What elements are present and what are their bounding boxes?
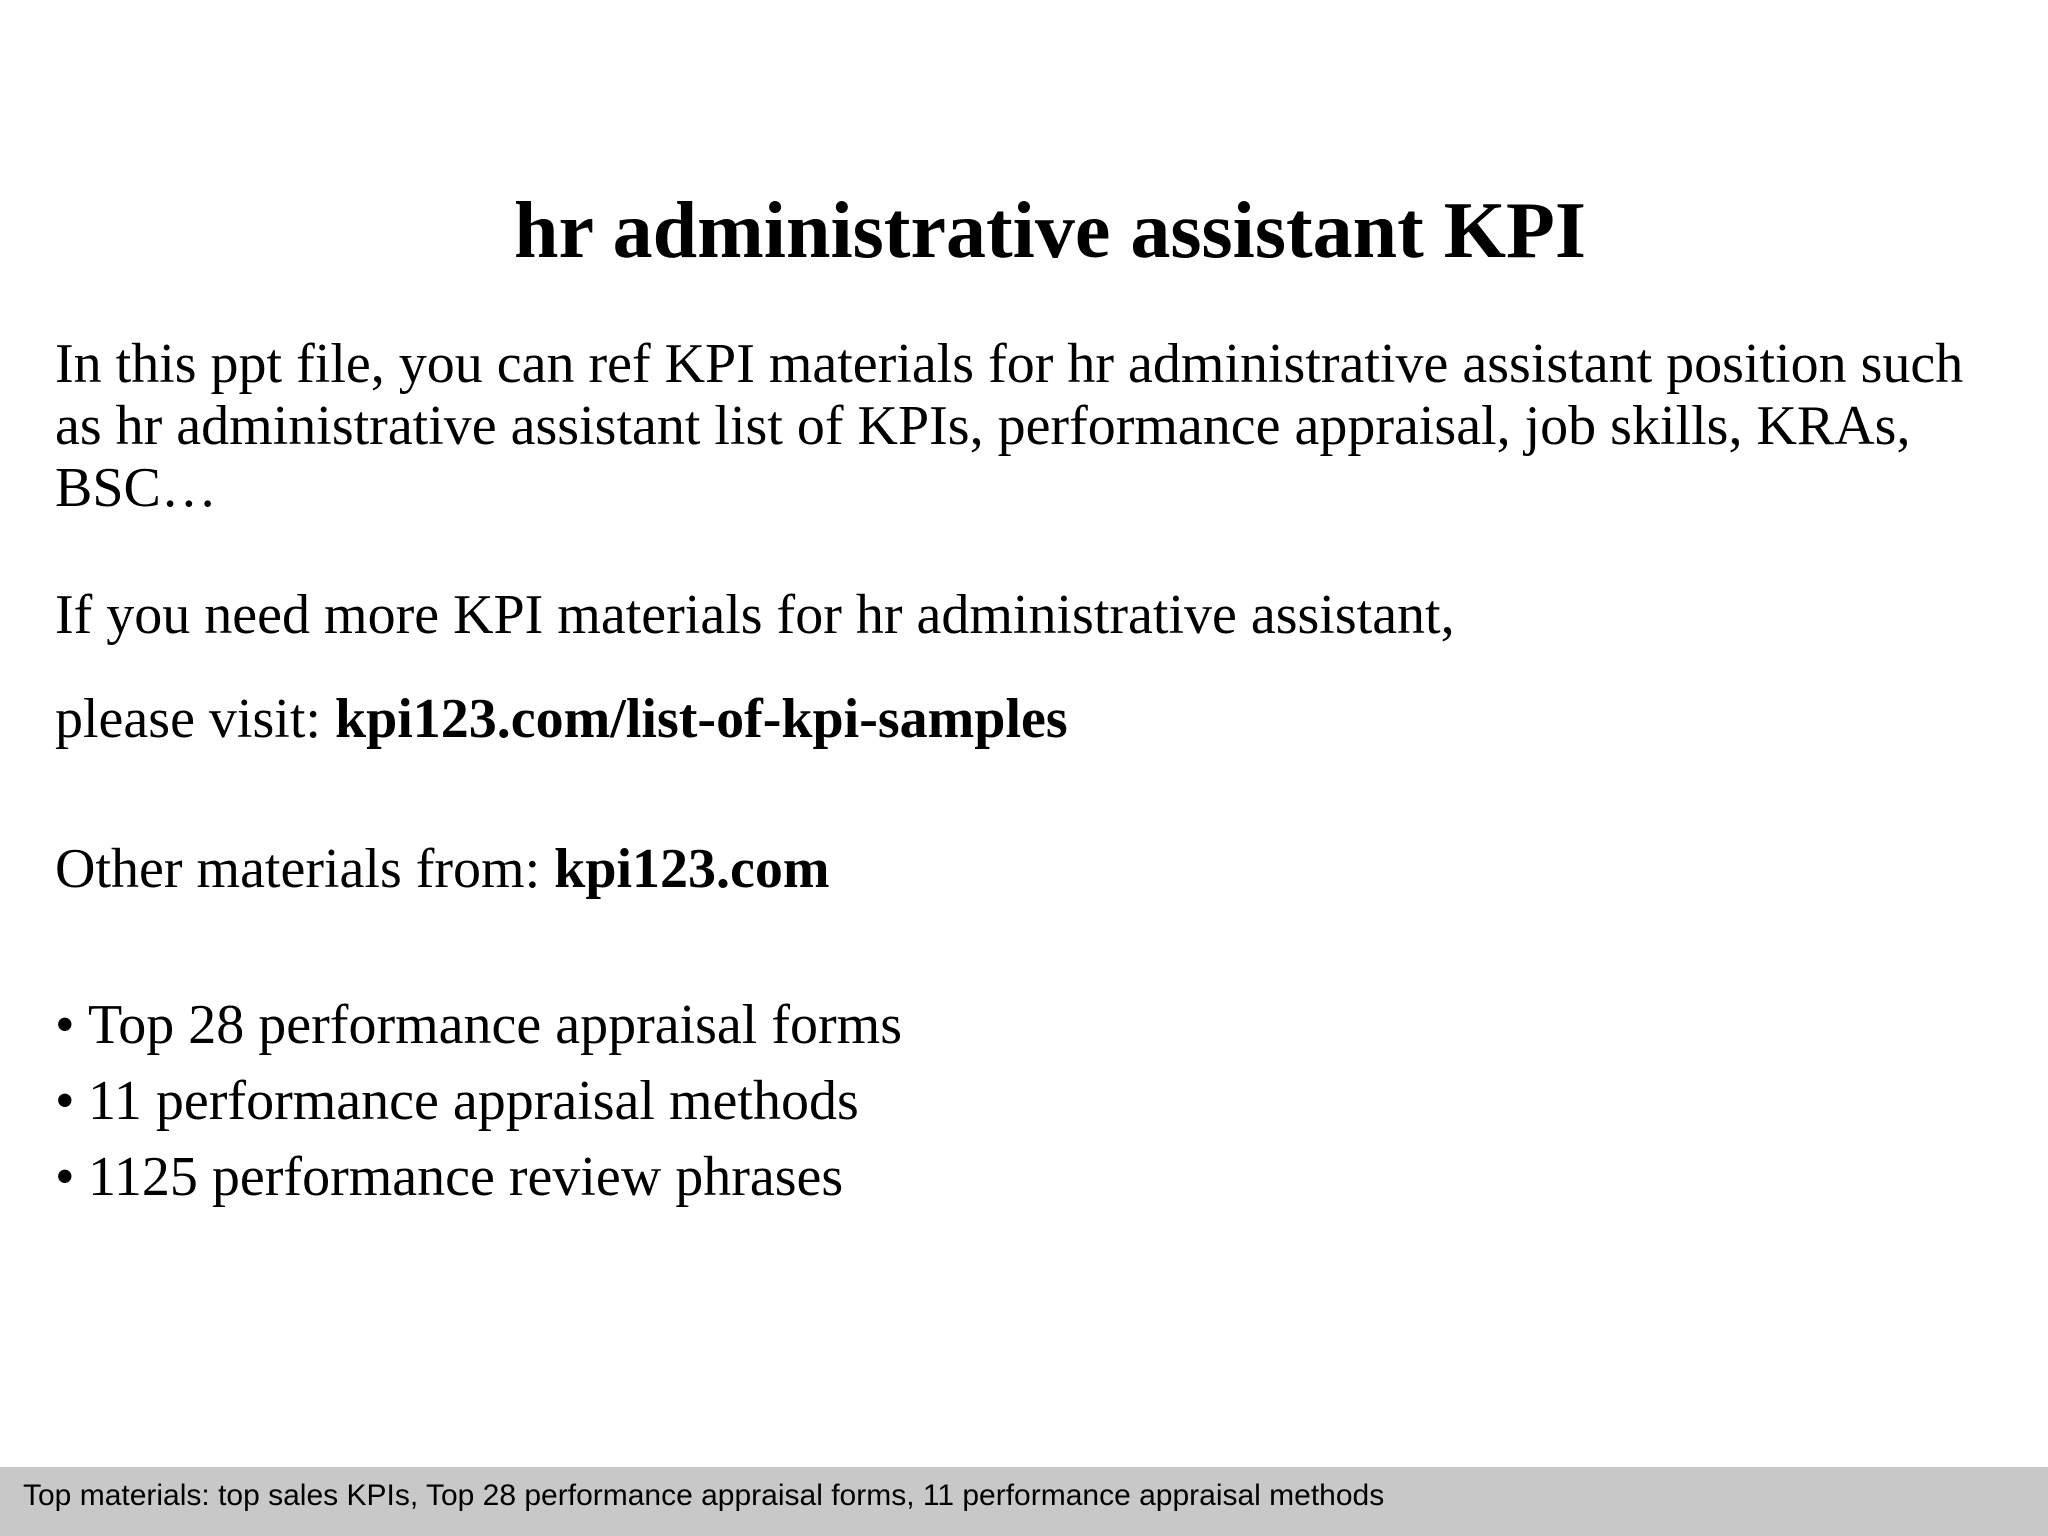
list-item-text: Top 28 performance appraisal forms (88, 994, 902, 1056)
list-item-text: 1125 performance review phrases (88, 1146, 844, 1208)
footer-bar (0, 1467, 2048, 1536)
other-materials-prefix: Other materials from: (55, 838, 555, 900)
visit-link[interactable]: kpi123.com/list-of-kpi-samples (334, 688, 1068, 750)
list-item (55, 1063, 902, 1139)
list-item-text: 11 performance appraisal methods (88, 1070, 859, 1132)
visit-line (55, 688, 1068, 750)
other-materials-link[interactable]: kpi123.com (554, 838, 830, 900)
bullet-icon: • (55, 994, 75, 1056)
footer-text: Top materials: top sales KPIs, Top 28 performance appraisal forms, 11 performance appraisal methods (23, 1479, 1385, 1512)
list-item (55, 1139, 902, 1215)
need-more-text: If you need more KPI materials for hr administrative assistant, (55, 584, 1455, 646)
list-item (55, 987, 902, 1063)
visit-prefix: please visit: (55, 688, 335, 750)
bullet-icon: • (55, 1070, 75, 1132)
intro-paragraph: In this ppt file, you can ref KPI materials for hr administrative assistant position such as hr administrative assistant list of KPIs, performance appraisal, job skills, KRAs, BSC… (55, 333, 1964, 519)
slide-title: hr administrative assistant KPI (514, 186, 1586, 275)
bullet-icon: • (55, 1146, 75, 1208)
other-materials-line (55, 838, 830, 900)
materials-list (55, 987, 902, 1215)
